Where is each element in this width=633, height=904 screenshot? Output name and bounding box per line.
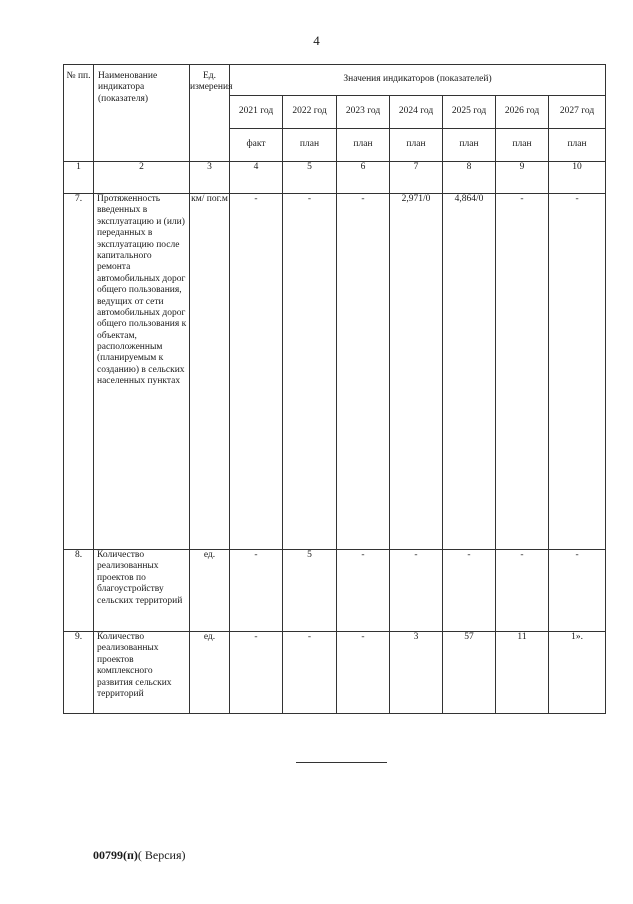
header-num: № пп. xyxy=(64,65,94,162)
header-kind: факт xyxy=(230,129,283,162)
value-cell: - xyxy=(337,550,390,632)
value-cell: - xyxy=(496,550,549,632)
value-cell: - xyxy=(443,550,496,632)
column-index: 8 xyxy=(443,162,496,194)
header-year: 2025 год xyxy=(443,96,496,129)
footer-divider xyxy=(296,762,387,763)
header-year: 2023 год xyxy=(337,96,390,129)
table-row-9 xyxy=(64,632,606,714)
header-name: Наименование индикатора (показателя) xyxy=(94,65,190,162)
column-index: 9 xyxy=(496,162,549,194)
header-kind: план xyxy=(496,129,549,162)
document-code-number: 00799(п) xyxy=(93,848,138,862)
column-index: 7 xyxy=(390,162,443,194)
value-cell: - xyxy=(390,550,443,632)
unit-cell: ед. xyxy=(190,550,230,632)
header-year: 2027 год xyxy=(549,96,606,129)
header-year: 2021 год xyxy=(230,96,283,129)
document-code-suffix: ( Версия) xyxy=(137,848,186,862)
column-index: 3 xyxy=(190,162,230,194)
column-index: 10 xyxy=(549,162,606,194)
indicator-name: Количество реализованных проектов комплексного развития сельских территорий xyxy=(94,632,190,714)
value-cell: 3 xyxy=(390,632,443,714)
column-index: 4 xyxy=(230,162,283,194)
value-cell: 57 xyxy=(443,632,496,714)
column-index: 1 xyxy=(64,162,94,194)
unit-cell: ед. xyxy=(190,632,230,714)
header-kind: план xyxy=(443,129,496,162)
row-number: 9. xyxy=(64,632,94,714)
header-kind: план xyxy=(337,129,390,162)
value-cell: 11 xyxy=(496,632,549,714)
table-row-7 xyxy=(64,194,606,550)
value-cell: - xyxy=(549,550,606,632)
header-year: 2024 год xyxy=(390,96,443,129)
header-values-group: Значения индикаторов (показателей) xyxy=(230,65,606,96)
value-cell: 5 xyxy=(283,550,337,632)
value-cell: - xyxy=(337,194,390,550)
value-cell: - xyxy=(337,632,390,714)
row-number: 7. xyxy=(64,194,94,550)
value-cell: - xyxy=(283,194,337,550)
indicator-name: Протяженность введенных в эксплуатацию и (или) переданных в эксплуатацию после капитального ремонта автомобильных дорог общего пользования, ведущих от сети автомобильных дорог общего пользования к объектам, расположенным (планируемым к созданию) в сельских населенных пунктах xyxy=(94,194,190,550)
value-cell: - xyxy=(230,632,283,714)
header-kind: план xyxy=(549,129,606,162)
value-cell: - xyxy=(230,550,283,632)
indicators-table xyxy=(63,64,606,714)
value-cell: - xyxy=(549,194,606,550)
header-kind: план xyxy=(283,129,337,162)
value-cell: 1». xyxy=(549,632,606,714)
document-code xyxy=(93,848,186,863)
header-row-1 xyxy=(64,65,606,96)
header-year: 2026 год xyxy=(496,96,549,129)
value-cell: - xyxy=(230,194,283,550)
header-kind: план xyxy=(390,129,443,162)
column-index: 5 xyxy=(283,162,337,194)
indicator-name: Количество реализованных проектов по благоустройству сельских территорий xyxy=(94,550,190,632)
value-cell: 4,864/0 xyxy=(443,194,496,550)
unit-cell: км/ пог.м xyxy=(190,194,230,550)
value-cell: - xyxy=(496,194,549,550)
table-row-8 xyxy=(64,550,606,632)
value-cell: 2,971/0 xyxy=(390,194,443,550)
column-index: 6 xyxy=(337,162,390,194)
column-index: 2 xyxy=(94,162,190,194)
header-unit: Ед. измерения xyxy=(190,65,230,162)
header-year: 2022 год xyxy=(283,96,337,129)
value-cell: - xyxy=(283,632,337,714)
row-number: 8. xyxy=(64,550,94,632)
column-index-row xyxy=(64,162,606,194)
page-number: 4 xyxy=(313,33,320,48)
